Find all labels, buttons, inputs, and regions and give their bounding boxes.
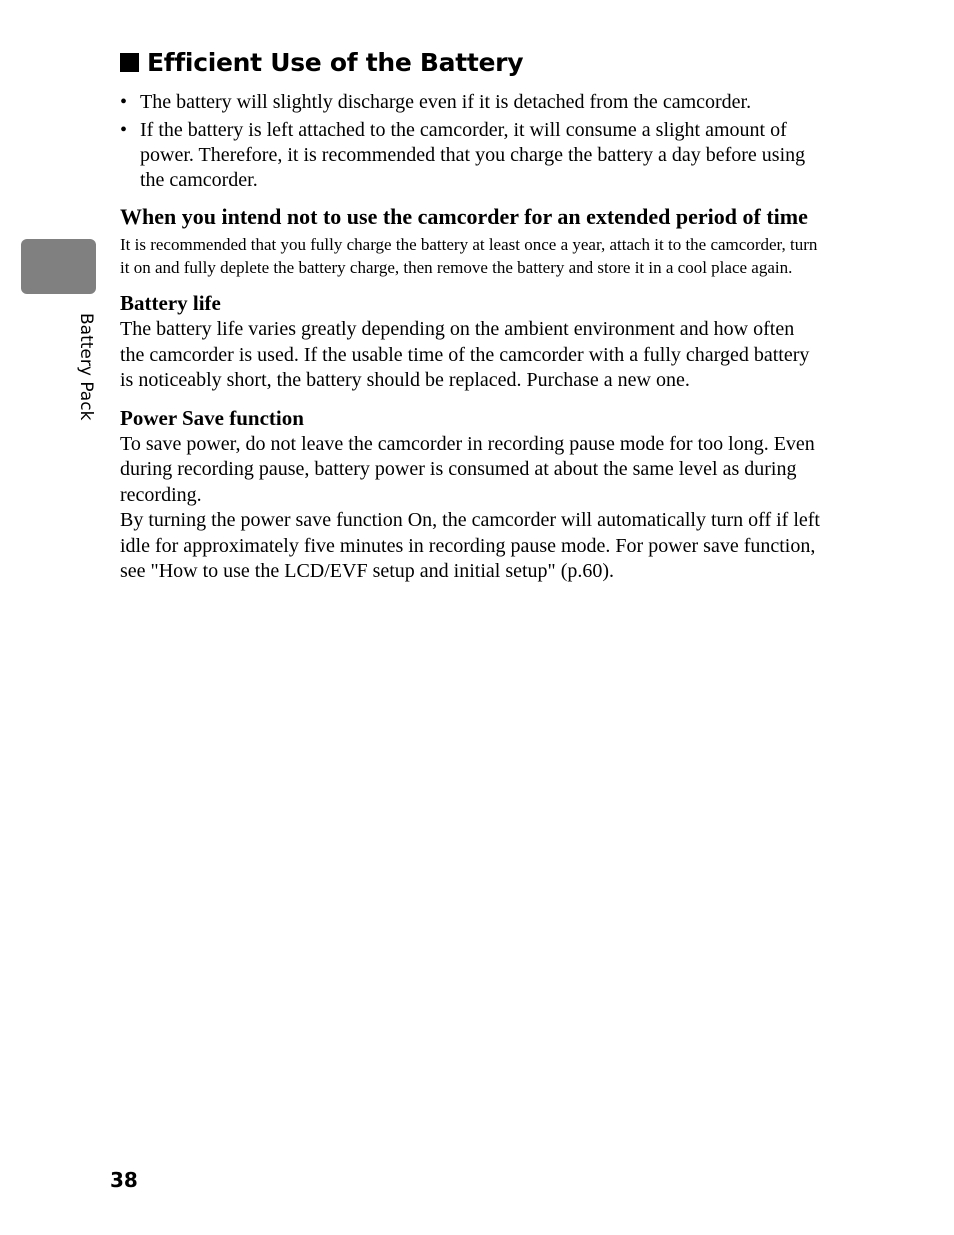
bullet-text: The battery will slightly discharge even if it is detached from the camcorder. xyxy=(140,91,752,113)
battery-life-heading: Battery life xyxy=(120,291,221,315)
power-save-heading: Power Save function xyxy=(120,405,304,430)
bullet-icon: • xyxy=(120,119,128,141)
list-item xyxy=(120,90,820,115)
section-title: Efficient Use of the Battery xyxy=(147,48,524,77)
extended-period-heading: When you intend not to use the camcorder for an extended period of time xyxy=(120,204,808,229)
black-square-icon xyxy=(120,53,139,72)
bullet-text: If the battery is left attached to the camcorder, it will consume a slight amount of power. Therefore, it is recommended that you charge the battery a day before using the camcorder. xyxy=(140,119,806,191)
page-content xyxy=(120,44,820,585)
list-item xyxy=(120,118,820,193)
page-number: 38 xyxy=(110,1168,138,1192)
bullet-list xyxy=(120,90,820,193)
extended-period-text: It is recommended that you fully charge the battery at least once a year, attach it to the camcorder, turn it on and fully deplete the battery charge, then remove the battery and store it in a cool place again. xyxy=(120,235,818,277)
power-save-paragraph-1: To save power, do not leave the camcorder in recording pause mode for too long. Even during recording pause, battery power is consumed at about the same level as during recording. xyxy=(120,432,815,506)
section-heading xyxy=(120,44,820,82)
bullet-icon: • xyxy=(120,91,128,113)
section-tab-marker xyxy=(21,239,96,294)
power-save-paragraph-2: By turning the power save function On, the camcorder will automatically turn off if left idle for approximately five minutes in recording pause mode. For power save function, see "How to use the LCD/EVF setup and initial setup" (p.60). xyxy=(120,509,820,582)
battery-life-text: The battery life varies greatly depending on the ambient environment and how often the camcorder is used. If the usable time of the camcorder with a fully charged battery is noticeably short, the battery should be replaced. Purchase a new one. xyxy=(120,318,810,391)
side-tab-label: Battery Pack xyxy=(76,313,96,421)
